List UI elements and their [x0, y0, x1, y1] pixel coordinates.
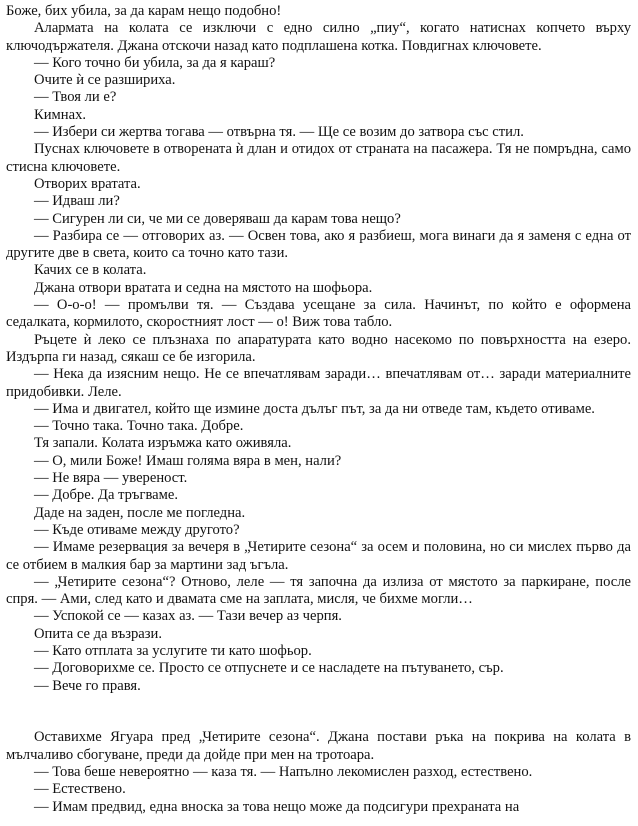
paragraph: Ръцете ѝ леко се плъзнаха по апаратурата като водно насекомо по повърхността на езеро. Издърпа ги назад, сякаш се бе изгорила.	[6, 331, 631, 365]
paragraph: — Идваш ли?	[34, 193, 120, 210]
paragraph: — Имам предвид, една вноска за това нещо може да подсигури прехраната на	[34, 798, 520, 815]
paragraph: — „Четирите сезона“? Отново, леле — тя започна да излиза от мястото за паркиране, после спря. — Ами, след като и двамата сме на заплата, мисля, че бихме могли…	[6, 573, 631, 608]
paragraph: — Договорихме се. Просто се отпуснете и се насладете на пътуването, сър.	[34, 660, 504, 677]
paragraph: — Вече го правя.	[34, 677, 141, 694]
paragraph: Качих се в колата.	[34, 262, 147, 279]
paragraph: Даде на заден, после ме погледна.	[34, 504, 246, 521]
paragraph: Очите ѝ се разшириха.	[34, 72, 176, 89]
paragraph: — Има и двигател, който ще измине доста дълъг път, за да ни отведе там, където отиваме.	[34, 400, 595, 417]
paragraph: — Това беше невероятно — каза тя. — Напълно лекомислен разход, естествено.	[34, 764, 533, 781]
paragraph: — Избери си жертва тогава — отвърна тя. — Ще се возим до затвора със стил.	[34, 124, 524, 141]
paragraph: — Къде отиваме между другото?	[34, 521, 240, 538]
paragraph: Алармата на колата се изключи с едно силно „пиу“, когато натиснах копчето върху ключодържателя. Джана отскочи назад като подплашена котка. Повдигнах ключовете.	[6, 20, 631, 54]
paragraph: — Добре. Да тръгваме.	[34, 487, 178, 504]
paragraph: — Естествено.	[34, 781, 126, 798]
paragraph: Пуснах ключовете в отворената ѝ длан и отидох от страната на пасажера. Тя не помръдна, само стисна ключовете.	[6, 141, 631, 175]
paragraph: — Имаме резервация за вечеря в „Четирите сезона“ за осем и половина, но си мислех първо да се отбием в малкия бар за мартини зад ъгъла.	[6, 539, 631, 573]
paragraph: Оставихме Ягуара пред „Четирите сезона“. Джана постави ръка на покрива на колата в мълчаливо сбогуване, преди да дойде при мен на тротоара.	[6, 729, 631, 763]
paragraph: — О, мили Боже! Имаш голяма вяра в мен, нали?	[34, 452, 342, 469]
paragraph: — Успокой се — казах аз. — Тази вечер аз черпя.	[34, 608, 342, 625]
paragraph: Отворих вратата.	[34, 175, 141, 192]
book-page	[6, 3, 631, 816]
paragraph: — Разбира се — отговорих аз. — Освен това, ако я разбиеш, мога винаги да я заменя с една от другите две в света, които са точно като тази.	[6, 227, 631, 262]
paragraph: Боже, бих убила, за да карам нещо подобно!	[6, 3, 282, 19]
section-break	[6, 695, 631, 730]
paragraph: — Кого точно би убила, за да я караш?	[34, 54, 276, 71]
paragraph: — Нека да изясним нещо. Не се впечатлявам заради… впечатлявам от… заради материалните придобивки. Леле.	[6, 366, 631, 400]
paragraph: — Твоя ли е?	[34, 89, 117, 106]
paragraph: Джана отвори вратата и седна на мястото на шофьора.	[34, 279, 373, 296]
paragraph: — Точно така. Точно така. Добре.	[34, 418, 244, 435]
paragraph: Опита се да възрази.	[34, 625, 163, 642]
paragraph: — О-о-о! — промълви тя. — Създава усещане за сила. Начинът, по който е оформена седалката, кормилото, скоростният лост — о! Виж това табло.	[6, 297, 631, 331]
paragraph: — Сигурен ли си, че ми се доверяваш да карам това нещо?	[34, 210, 401, 227]
paragraph: — Не вяра — увереност.	[34, 470, 188, 487]
paragraph: — Като отплата за услугите ти като шофьор.	[34, 642, 312, 659]
paragraph: Кимнах.	[34, 106, 87, 123]
paragraph: Тя запали. Колата изръмжа като оживяла.	[34, 435, 292, 452]
